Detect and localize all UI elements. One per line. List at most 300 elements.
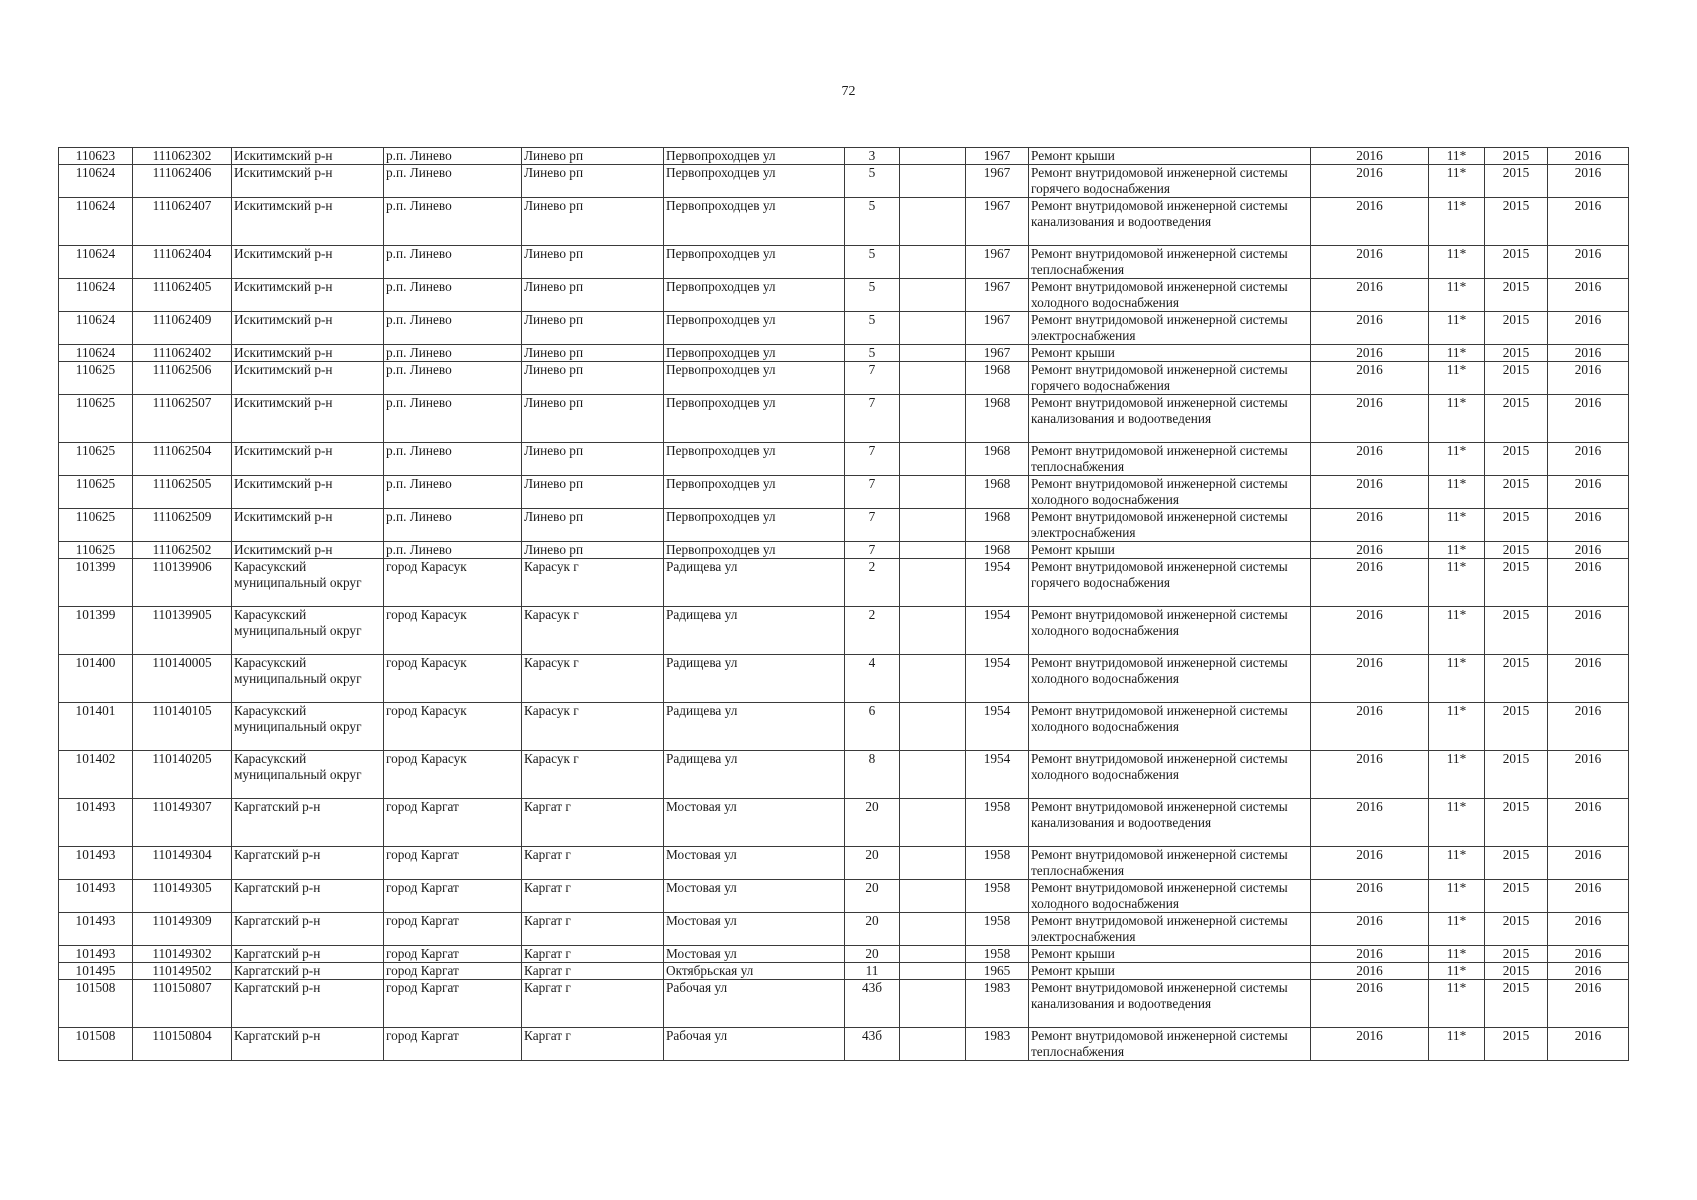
cell-start-year: 2015	[1485, 279, 1548, 312]
cell-building	[900, 362, 966, 395]
cell-start-year: 2015	[1485, 509, 1548, 542]
table-row	[59, 165, 1629, 198]
cell-settlement: город Каргат	[384, 847, 522, 880]
cell-street: Первопроходцев ул	[664, 395, 845, 443]
cell-building	[900, 1028, 966, 1061]
cell-house-id: 110624	[59, 198, 133, 246]
cell-street: Первопроходцев ул	[664, 198, 845, 246]
cell-end-year: 2016	[1548, 980, 1629, 1028]
cell-work-id: 110140105	[133, 703, 232, 751]
cell-start-year: 2015	[1485, 980, 1548, 1028]
cell-year-built: 1954	[966, 607, 1029, 655]
cell-street: Мостовая ул	[664, 799, 845, 847]
cell-end-year: 2016	[1548, 655, 1629, 703]
cell-settlement: город Каргат	[384, 980, 522, 1028]
cell-house-id: 101508	[59, 1028, 133, 1061]
cell-building	[900, 913, 966, 946]
cell-house-id: 110625	[59, 395, 133, 443]
cell-code: 11*	[1429, 443, 1485, 476]
cell-work-id: 110149307	[133, 799, 232, 847]
cell-work-type: Ремонт внутридомовой инженерной системы холодного водоснабжения	[1029, 751, 1311, 799]
cell-district: Искитимский р-н	[232, 312, 384, 345]
cell-end-year: 2016	[1548, 165, 1629, 198]
cell-start-year: 2015	[1485, 542, 1548, 559]
cell-plan-year: 2016	[1311, 476, 1429, 509]
cell-building	[900, 607, 966, 655]
table-row	[59, 980, 1629, 1028]
cell-end-year: 2016	[1548, 198, 1629, 246]
cell-district: Каргатский р-н	[232, 963, 384, 980]
cell-work-id: 111062406	[133, 165, 232, 198]
cell-locality: Линево рп	[522, 312, 664, 345]
cell-plan-year: 2016	[1311, 963, 1429, 980]
cell-house-id: 110624	[59, 312, 133, 345]
cell-district: Каргатский р-н	[232, 799, 384, 847]
cell-code: 11*	[1429, 946, 1485, 963]
cell-building	[900, 312, 966, 345]
cell-district: Искитимский р-н	[232, 362, 384, 395]
cell-street: Мостовая ул	[664, 880, 845, 913]
cell-year-built: 1983	[966, 1028, 1029, 1061]
cell-end-year: 2016	[1548, 880, 1629, 913]
cell-house-number: 5	[845, 198, 900, 246]
cell-work-type: Ремонт внутридомовой инженерной системы канализования и водоотведения	[1029, 395, 1311, 443]
cell-code: 11*	[1429, 509, 1485, 542]
cell-code: 11*	[1429, 198, 1485, 246]
cell-street: Рабочая ул	[664, 1028, 845, 1061]
cell-code: 11*	[1429, 542, 1485, 559]
cell-work-type: Ремонт крыши	[1029, 542, 1311, 559]
table-row	[59, 279, 1629, 312]
cell-work-id: 110149309	[133, 913, 232, 946]
cell-locality: Линево рп	[522, 165, 664, 198]
cell-locality: Карасук г	[522, 559, 664, 607]
cell-code: 11*	[1429, 963, 1485, 980]
cell-street: Первопроходцев ул	[664, 443, 845, 476]
cell-end-year: 2016	[1548, 509, 1629, 542]
cell-year-built: 1968	[966, 542, 1029, 559]
cell-locality: Линево рп	[522, 362, 664, 395]
cell-building	[900, 963, 966, 980]
cell-work-id: 110140205	[133, 751, 232, 799]
cell-end-year: 2016	[1548, 476, 1629, 509]
cell-code: 11*	[1429, 847, 1485, 880]
cell-locality: Каргат г	[522, 847, 664, 880]
cell-start-year: 2015	[1485, 1028, 1548, 1061]
cell-house-number: 6	[845, 703, 900, 751]
cell-locality: Карасук г	[522, 607, 664, 655]
cell-settlement: р.п. Линево	[384, 476, 522, 509]
cell-code: 11*	[1429, 148, 1485, 165]
cell-building	[900, 345, 966, 362]
cell-building	[900, 443, 966, 476]
cell-work-type: Ремонт внутридомовой инженерной системы холодного водоснабжения	[1029, 279, 1311, 312]
cell-start-year: 2015	[1485, 312, 1548, 345]
cell-start-year: 2015	[1485, 198, 1548, 246]
cell-district: Искитимский р-н	[232, 279, 384, 312]
cell-year-built: 1967	[966, 198, 1029, 246]
cell-work-id: 110150804	[133, 1028, 232, 1061]
cell-plan-year: 2016	[1311, 246, 1429, 279]
cell-settlement: р.п. Линево	[384, 395, 522, 443]
cell-year-built: 1958	[966, 799, 1029, 847]
cell-year-built: 1968	[966, 476, 1029, 509]
table-row	[59, 509, 1629, 542]
cell-street: Радищева ул	[664, 703, 845, 751]
cell-locality: Линево рп	[522, 148, 664, 165]
cell-settlement: город Карасук	[384, 751, 522, 799]
table-row	[59, 655, 1629, 703]
cell-building	[900, 559, 966, 607]
cell-house-id: 101401	[59, 703, 133, 751]
cell-start-year: 2015	[1485, 443, 1548, 476]
cell-end-year: 2016	[1548, 1028, 1629, 1061]
cell-district: Каргатский р-н	[232, 946, 384, 963]
cell-settlement: город Карасук	[384, 703, 522, 751]
cell-work-type: Ремонт крыши	[1029, 946, 1311, 963]
cell-code: 11*	[1429, 880, 1485, 913]
cell-code: 11*	[1429, 362, 1485, 395]
cell-start-year: 2015	[1485, 559, 1548, 607]
cell-work-id: 110139905	[133, 607, 232, 655]
cell-district: Искитимский р-н	[232, 395, 384, 443]
cell-plan-year: 2016	[1311, 799, 1429, 847]
cell-end-year: 2016	[1548, 607, 1629, 655]
cell-house-id: 110625	[59, 443, 133, 476]
cell-plan-year: 2016	[1311, 655, 1429, 703]
cell-settlement: р.п. Линево	[384, 443, 522, 476]
cell-work-type: Ремонт внутридомовой инженерной системы теплоснабжения	[1029, 443, 1311, 476]
cell-end-year: 2016	[1548, 751, 1629, 799]
cell-start-year: 2015	[1485, 799, 1548, 847]
cell-end-year: 2016	[1548, 148, 1629, 165]
cell-plan-year: 2016	[1311, 362, 1429, 395]
cell-street: Радищева ул	[664, 607, 845, 655]
cell-work-type: Ремонт внутридомовой инженерной системы холодного водоснабжения	[1029, 476, 1311, 509]
cell-start-year: 2015	[1485, 362, 1548, 395]
cell-code: 11*	[1429, 476, 1485, 509]
cell-house-id: 101399	[59, 559, 133, 607]
cell-plan-year: 2016	[1311, 395, 1429, 443]
cell-settlement: город Каргат	[384, 913, 522, 946]
cell-work-id: 111062302	[133, 148, 232, 165]
cell-house-id: 110625	[59, 509, 133, 542]
cell-house-number: 3	[845, 148, 900, 165]
cell-work-type: Ремонт внутридомовой инженерной системы электроснабжения	[1029, 913, 1311, 946]
cell-plan-year: 2016	[1311, 559, 1429, 607]
cell-house-id: 101399	[59, 607, 133, 655]
cell-plan-year: 2016	[1311, 607, 1429, 655]
cell-locality: Каргат г	[522, 799, 664, 847]
cell-district: Искитимский р-н	[232, 246, 384, 279]
cell-house-number: 7	[845, 542, 900, 559]
cell-start-year: 2015	[1485, 913, 1548, 946]
cell-year-built: 1965	[966, 963, 1029, 980]
cell-locality: Линево рп	[522, 198, 664, 246]
cell-work-type: Ремонт внутридомовой инженерной системы холодного водоснабжения	[1029, 607, 1311, 655]
cell-building	[900, 165, 966, 198]
cell-year-built: 1968	[966, 443, 1029, 476]
cell-year-built: 1967	[966, 312, 1029, 345]
cell-street: Первопроходцев ул	[664, 362, 845, 395]
cell-district: Каргатский р-н	[232, 913, 384, 946]
table-row	[59, 345, 1629, 362]
cell-house-number: 20	[845, 946, 900, 963]
cell-work-id: 110139906	[133, 559, 232, 607]
cell-work-type: Ремонт внутридомовой инженерной системы теплоснабжения	[1029, 246, 1311, 279]
cell-house-number: 4	[845, 655, 900, 703]
cell-code: 11*	[1429, 395, 1485, 443]
cell-house-id: 101493	[59, 847, 133, 880]
table-row	[59, 476, 1629, 509]
cell-house-number: 43б	[845, 1028, 900, 1061]
cell-building	[900, 509, 966, 542]
cell-work-type: Ремонт внутридомовой инженерной системы холодного водоснабжения	[1029, 880, 1311, 913]
cell-house-number: 8	[845, 751, 900, 799]
cell-plan-year: 2016	[1311, 946, 1429, 963]
cell-street: Радищева ул	[664, 751, 845, 799]
cell-settlement: р.п. Линево	[384, 246, 522, 279]
cell-start-year: 2015	[1485, 246, 1548, 279]
cell-district: Искитимский р-н	[232, 509, 384, 542]
cell-house-id: 101493	[59, 880, 133, 913]
cell-start-year: 2015	[1485, 751, 1548, 799]
cell-code: 11*	[1429, 279, 1485, 312]
cell-street: Первопроходцев ул	[664, 148, 845, 165]
cell-work-id: 110149305	[133, 880, 232, 913]
cell-work-id: 111062505	[133, 476, 232, 509]
cell-street: Первопроходцев ул	[664, 476, 845, 509]
cell-start-year: 2015	[1485, 847, 1548, 880]
cell-code: 11*	[1429, 799, 1485, 847]
cell-locality: Каргат г	[522, 913, 664, 946]
cell-building	[900, 751, 966, 799]
cell-year-built: 1968	[966, 395, 1029, 443]
cell-work-id: 111062402	[133, 345, 232, 362]
cell-work-type: Ремонт внутридомовой инженерной системы электроснабжения	[1029, 312, 1311, 345]
cell-street: Мостовая ул	[664, 913, 845, 946]
table-row	[59, 148, 1629, 165]
cell-work-type: Ремонт внутридомовой инженерной системы холодного водоснабжения	[1029, 655, 1311, 703]
cell-house-id: 101495	[59, 963, 133, 980]
cell-work-id: 111062507	[133, 395, 232, 443]
cell-house-id: 101400	[59, 655, 133, 703]
cell-building	[900, 880, 966, 913]
cell-locality: Каргат г	[522, 880, 664, 913]
cell-work-id: 111062404	[133, 246, 232, 279]
page-number: 72	[841, 84, 856, 99]
cell-house-id: 110624	[59, 345, 133, 362]
cell-year-built: 1983	[966, 980, 1029, 1028]
cell-house-number: 20	[845, 913, 900, 946]
cell-house-number: 7	[845, 509, 900, 542]
cell-work-id: 111062407	[133, 198, 232, 246]
cell-district: Каргатский р-н	[232, 1028, 384, 1061]
cell-building	[900, 799, 966, 847]
cell-locality: Линево рп	[522, 443, 664, 476]
cell-work-id: 111062502	[133, 542, 232, 559]
cell-plan-year: 2016	[1311, 1028, 1429, 1061]
cell-work-type: Ремонт внутридомовой инженерной системы теплоснабжения	[1029, 847, 1311, 880]
table-row	[59, 559, 1629, 607]
cell-plan-year: 2016	[1311, 980, 1429, 1028]
cell-house-number: 5	[845, 246, 900, 279]
cell-locality: Линево рп	[522, 395, 664, 443]
cell-work-type: Ремонт внутридомовой инженерной системы канализования и водоотведения	[1029, 198, 1311, 246]
cell-house-number: 7	[845, 443, 900, 476]
cell-plan-year: 2016	[1311, 542, 1429, 559]
cell-district: Карасукский муниципальный округ	[232, 751, 384, 799]
table-row	[59, 963, 1629, 980]
table-row	[59, 542, 1629, 559]
cell-work-type: Ремонт внутридомовой инженерной системы горячего водоснабжения	[1029, 165, 1311, 198]
cell-street: Первопроходцев ул	[664, 509, 845, 542]
cell-start-year: 2015	[1485, 880, 1548, 913]
cell-building	[900, 542, 966, 559]
cell-district: Искитимский р-н	[232, 443, 384, 476]
cell-code: 11*	[1429, 655, 1485, 703]
table-row	[59, 312, 1629, 345]
cell-street: Первопроходцев ул	[664, 312, 845, 345]
cell-plan-year: 2016	[1311, 165, 1429, 198]
cell-start-year: 2015	[1485, 607, 1548, 655]
cell-work-id: 111062504	[133, 443, 232, 476]
cell-work-type: Ремонт внутридомовой инженерной системы горячего водоснабжения	[1029, 559, 1311, 607]
cell-house-number: 7	[845, 362, 900, 395]
cell-house-id: 110625	[59, 476, 133, 509]
cell-work-type: Ремонт внутридомовой инженерной системы электроснабжения	[1029, 509, 1311, 542]
cell-year-built: 1954	[966, 559, 1029, 607]
cell-plan-year: 2016	[1311, 913, 1429, 946]
cell-code: 11*	[1429, 1028, 1485, 1061]
cell-end-year: 2016	[1548, 345, 1629, 362]
cell-locality: Каргат г	[522, 980, 664, 1028]
cell-code: 11*	[1429, 913, 1485, 946]
cell-end-year: 2016	[1548, 847, 1629, 880]
cell-end-year: 2016	[1548, 362, 1629, 395]
cell-plan-year: 2016	[1311, 443, 1429, 476]
cell-house-number: 7	[845, 395, 900, 443]
cell-end-year: 2016	[1548, 703, 1629, 751]
cell-year-built: 1954	[966, 703, 1029, 751]
cell-house-id: 101493	[59, 799, 133, 847]
cell-plan-year: 2016	[1311, 312, 1429, 345]
cell-street: Первопроходцев ул	[664, 345, 845, 362]
cell-house-number: 5	[845, 312, 900, 345]
repair-schedule-table	[58, 147, 1629, 1061]
cell-house-number: 2	[845, 607, 900, 655]
cell-district: Искитимский р-н	[232, 542, 384, 559]
cell-settlement: город Карасук	[384, 655, 522, 703]
cell-district: Каргатский р-н	[232, 847, 384, 880]
cell-district: Каргатский р-н	[232, 980, 384, 1028]
table-row	[59, 443, 1629, 476]
cell-settlement: р.п. Линево	[384, 362, 522, 395]
table-row	[59, 362, 1629, 395]
cell-building	[900, 946, 966, 963]
cell-street: Первопроходцев ул	[664, 246, 845, 279]
cell-building	[900, 148, 966, 165]
cell-district: Карасукский муниципальный округ	[232, 559, 384, 607]
cell-settlement: р.п. Линево	[384, 509, 522, 542]
cell-house-number: 5	[845, 345, 900, 362]
cell-house-number: 7	[845, 476, 900, 509]
cell-district: Карасукский муниципальный округ	[232, 703, 384, 751]
cell-code: 11*	[1429, 751, 1485, 799]
cell-locality: Линево рп	[522, 279, 664, 312]
cell-work-id: 111062506	[133, 362, 232, 395]
cell-street: Первопроходцев ул	[664, 165, 845, 198]
cell-house-id: 110624	[59, 165, 133, 198]
cell-code: 11*	[1429, 980, 1485, 1028]
cell-end-year: 2016	[1548, 963, 1629, 980]
cell-work-id: 110140005	[133, 655, 232, 703]
cell-start-year: 2015	[1485, 165, 1548, 198]
cell-locality: Линево рп	[522, 345, 664, 362]
cell-settlement: р.п. Линево	[384, 198, 522, 246]
cell-work-id: 110150807	[133, 980, 232, 1028]
cell-settlement: р.п. Линево	[384, 312, 522, 345]
cell-code: 11*	[1429, 345, 1485, 362]
cell-start-year: 2015	[1485, 395, 1548, 443]
cell-district: Искитимский р-н	[232, 476, 384, 509]
cell-house-number: 20	[845, 799, 900, 847]
table-row	[59, 880, 1629, 913]
cell-code: 11*	[1429, 703, 1485, 751]
cell-plan-year: 2016	[1311, 148, 1429, 165]
cell-street: Радищева ул	[664, 655, 845, 703]
cell-start-year: 2015	[1485, 148, 1548, 165]
cell-settlement: р.п. Линево	[384, 279, 522, 312]
cell-year-built: 1967	[966, 246, 1029, 279]
cell-house-number: 20	[845, 880, 900, 913]
cell-house-number: 20	[845, 847, 900, 880]
cell-year-built: 1967	[966, 345, 1029, 362]
cell-house-id: 110623	[59, 148, 133, 165]
cell-code: 11*	[1429, 559, 1485, 607]
cell-street: Мостовая ул	[664, 946, 845, 963]
cell-end-year: 2016	[1548, 559, 1629, 607]
cell-year-built: 1958	[966, 880, 1029, 913]
cell-end-year: 2016	[1548, 946, 1629, 963]
cell-work-type: Ремонт крыши	[1029, 345, 1311, 362]
cell-locality: Линево рп	[522, 246, 664, 279]
table-row	[59, 799, 1629, 847]
cell-house-id: 101493	[59, 946, 133, 963]
cell-street: Первопроходцев ул	[664, 542, 845, 559]
cell-plan-year: 2016	[1311, 880, 1429, 913]
cell-work-id: 110149304	[133, 847, 232, 880]
table-row	[59, 913, 1629, 946]
table-row	[59, 946, 1629, 963]
cell-work-id: 111062409	[133, 312, 232, 345]
cell-year-built: 1967	[966, 165, 1029, 198]
cell-end-year: 2016	[1548, 395, 1629, 443]
cell-year-built: 1958	[966, 847, 1029, 880]
cell-year-built: 1968	[966, 509, 1029, 542]
cell-locality: Карасук г	[522, 703, 664, 751]
cell-house-id: 101508	[59, 980, 133, 1028]
table-row	[59, 1028, 1629, 1061]
cell-start-year: 2015	[1485, 345, 1548, 362]
cell-locality: Каргат г	[522, 946, 664, 963]
cell-code: 11*	[1429, 312, 1485, 345]
cell-building	[900, 198, 966, 246]
cell-work-type: Ремонт внутридомовой инженерной системы канализования и водоотведения	[1029, 799, 1311, 847]
cell-settlement: р.п. Линево	[384, 542, 522, 559]
cell-house-number: 43б	[845, 980, 900, 1028]
cell-year-built: 1954	[966, 751, 1029, 799]
